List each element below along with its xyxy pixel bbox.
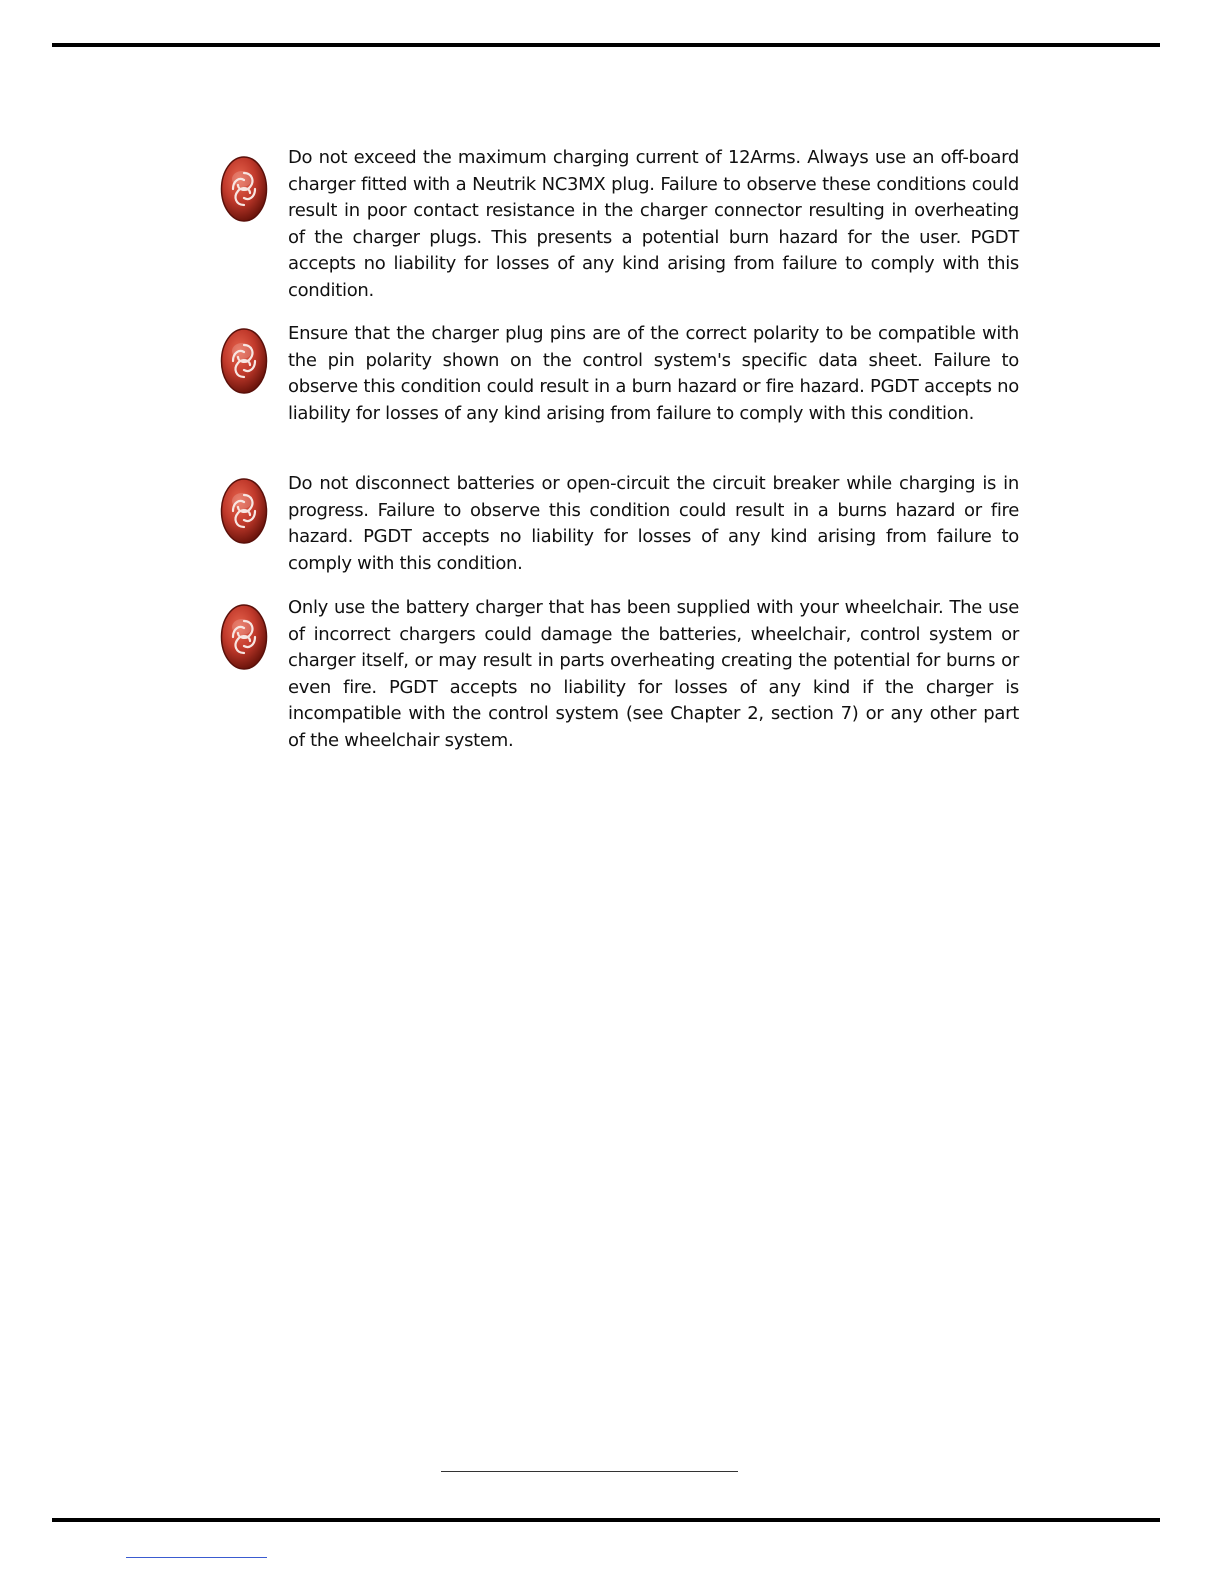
warning-text: Only use the battery charger that has been supplied with your wheelchair. The use of incorrect chargers could damage the batteries, wheelchair, control system or charger itself, or may result in parts overheating creating the potential for burns or even fire. PGDT accepts no liability for losses of any kind if the charger is incompatible with the control system (see Chapter 2, section 7) or any other part of the wheelchair system. xyxy=(288,597,1019,751)
footer-link-underline[interactable] xyxy=(126,1557,267,1558)
warning-text: Do not disconnect batteries or open-circuit the circuit breaker while charging is in progress. Failure to observe this condition could result in a burns hazard or fire hazard. PGDT accepts no liability for losses of any kind arising from failure to comply with this condition. xyxy=(288,473,1019,574)
warning-seal-icon xyxy=(220,327,268,395)
footer-rule xyxy=(52,1518,1160,1522)
warning-seal-icon xyxy=(220,603,268,671)
warning-text: Ensure that the charger plug pins are of the correct polarity to be compatible with the pin polarity shown on the control system's specific data sheet. Failure to observe this condition could result in a burn hazard or fire hazard. PGDT accepts no liability for losses of any kind arising from failure to comply with this condition. xyxy=(288,323,1019,424)
footnote-separator xyxy=(441,1471,738,1472)
warning-seal-icon xyxy=(220,155,268,223)
warning-text: Do not exceed the maximum charging current of 12Arms. Always use an off-board charger fitted with a Neutrik NC3MX plug. Failure to observe these conditions could result in poor contact resistance in the charger connector resulting in overheating of the charger plugs. This presents a potential burn hazard for the user. PGDT accepts no liability for losses of any kind arising from failure to comply with this condition. xyxy=(288,147,1019,301)
header-rule xyxy=(52,43,1160,47)
warning-seal-icon xyxy=(220,477,268,545)
